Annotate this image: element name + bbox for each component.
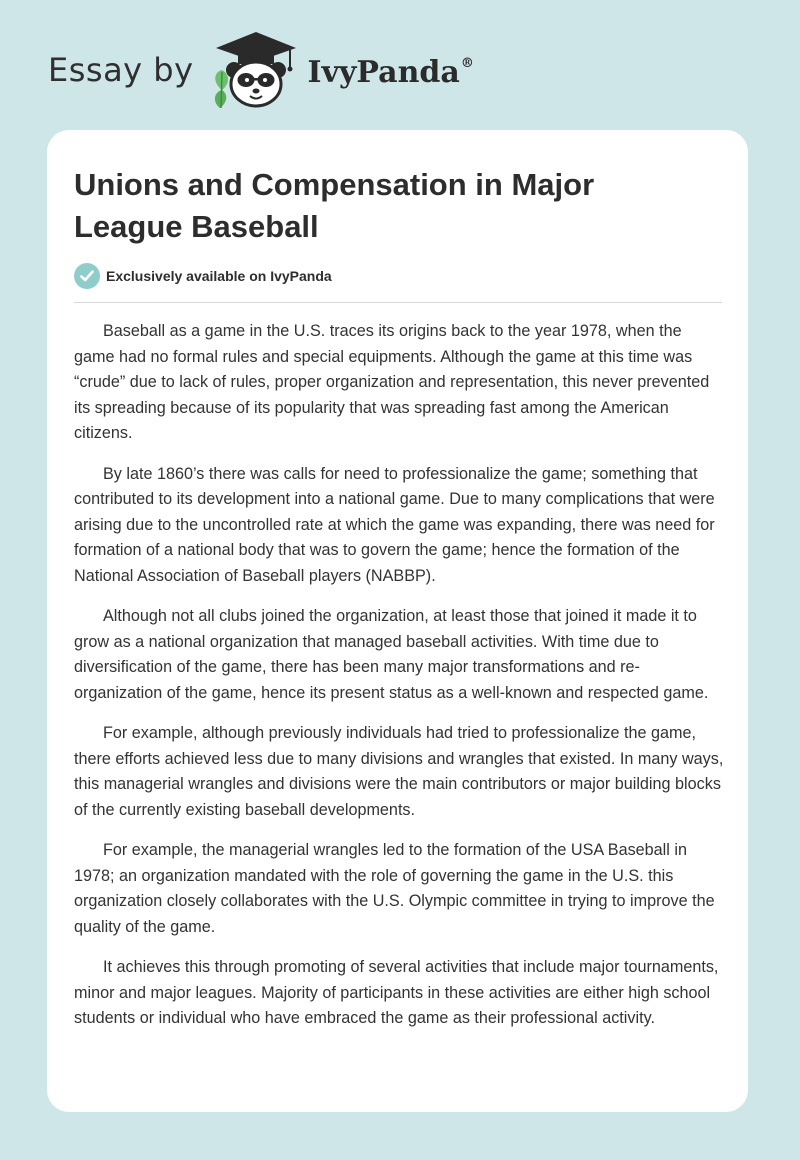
paragraph: By late 1860’s there was calls for need to professionalize the game; something that contributed to its development into a national game. Due to many complications that were arising due to the uncontrolled rate at which the game was expanding, there was need for formation of a national body that was to govern the game; hence the formation of the National Association of Baseball players (NABBP). xyxy=(74,464,715,585)
essay-body xyxy=(74,319,724,1047)
checkmark-icon xyxy=(74,263,100,289)
essay-card xyxy=(47,130,748,1112)
paragraph: For example, the managerial wrangles led to the formation of the USA Baseball in 1978; an organization mandated with the role of governing the game in the U.S. this organization closely collaborates with the U.S. Olympic committee in trying to improve the quality of the game. xyxy=(74,841,715,936)
brand-label: IvyPanda xyxy=(307,54,460,90)
site-header xyxy=(48,30,474,110)
paragraph: Although not all clubs joined the organization, at least those that joined it made it to grow as a national organization that managed baseball activities. With time due to diversification of the game, there has been many major transformations and re-organization of the game, hence its present status as a well-known and respected game. xyxy=(74,607,709,702)
essay-by-label: Essay by xyxy=(48,51,194,89)
paragraph: Baseball as a game in the U.S. traces its origins back to the year 1978, when the game had no formal rules and special equipments. Although the game at this time was “crude” due to lack of rules, proper organization and representation, this never prevented its spreading because of its popularity that was spreading fast among the American citizens. xyxy=(74,322,710,442)
paragraph: It achieves this through promoting of several activities that include major tournaments, minor and major leagues. Majority of participants in these activities are either high school students or individual who have embraced the game as their professional activity. xyxy=(74,958,719,1027)
exclusive-badge xyxy=(74,263,332,289)
trademark-symbol: ® xyxy=(460,55,474,71)
page-title: Unions and Compensation in Major League Baseball xyxy=(74,167,595,244)
brand-name[interactable] xyxy=(308,55,474,90)
exclusive-label: Exclusively available on IvyPanda xyxy=(106,268,332,284)
paragraph: For example, although previously individuals had tried to professionalize the game, there efforts achieved less due to many divisions and wrangles that existed. In many ways, this managerial wrangles and divisions were the main contributors or major building blocks of the currently existing baseball developments. xyxy=(74,724,724,819)
title-divider xyxy=(74,302,722,303)
panda-logo-icon[interactable] xyxy=(210,30,302,110)
